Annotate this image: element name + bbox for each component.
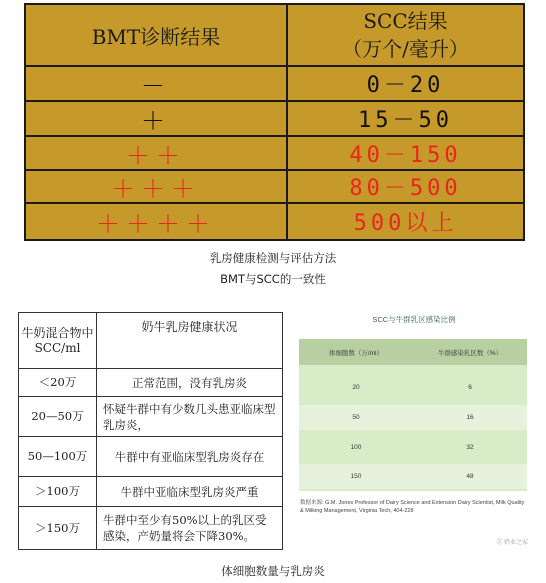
infection-percent: 6 <box>468 384 472 391</box>
header-scc: 牛奶混合物中 SCC/ml <box>19 313 97 368</box>
scc-range: 50—100万 <box>19 437 97 476</box>
bmt-row <box>26 102 523 137</box>
bmt-header-row <box>26 5 523 67</box>
table-row <box>19 397 282 437</box>
bmt-scc-value: 500以上 <box>353 211 458 236</box>
infection-percent: 16 <box>466 414 474 421</box>
bmt-header-scc-title: SCC结果 <box>363 9 448 33</box>
bmt-scc-value: 15－50 <box>358 108 453 133</box>
bmt-row <box>26 171 523 204</box>
caption-bmt-scc-consistency: BMT与SCC的一致性 <box>220 272 326 286</box>
infection-percent: 32 <box>466 444 474 451</box>
infection-percent: 48 <box>466 473 474 480</box>
scc-infection-image <box>296 309 532 554</box>
scc-value: 20 <box>352 384 360 391</box>
scc-range: 20—50万 <box>19 397 97 436</box>
infection-table <box>299 339 527 491</box>
scc-range: ＞150万 <box>19 507 97 549</box>
scc-range: ＜20万 <box>19 369 97 396</box>
bmt-result: － <box>26 67 288 100</box>
health-status: 正常范围，没有乳房炎 <box>132 375 247 390</box>
header-scc: 体细胞数（万/ml） <box>328 349 384 357</box>
table-row <box>299 405 527 430</box>
health-status: 牛群中至少有50%以上的乳区受感染，产奶量将会下降30%。 <box>103 513 267 543</box>
bmt-scc-value: 0－20 <box>366 73 445 98</box>
health-status: 牛群中亚临床型乳房炎严重 <box>120 484 259 499</box>
table-row <box>19 507 282 549</box>
bmt-header-scc-unit: （万个/毫升） <box>342 37 469 61</box>
scc-health-table <box>18 312 283 550</box>
bmt-row <box>26 204 523 239</box>
scc-value: 150 <box>350 473 362 480</box>
bmt-result: ＋＋ <box>26 137 288 169</box>
bmt-scc-value: 40－150 <box>349 142 462 168</box>
bmt-row <box>26 67 523 102</box>
header-health-status: 奶牛乳房健康状况 <box>141 320 238 334</box>
table-row <box>19 369 282 397</box>
bmt-result: ＋＋＋ <box>26 171 288 202</box>
caption-detection-method: 乳房健康检测与评估方法 <box>209 251 337 265</box>
watermark: ㊣ 奶业之家 <box>496 540 528 546</box>
table-row <box>299 375 527 400</box>
scc-value: 50 <box>352 414 360 421</box>
caption-scc-mastitis: 体细胞数量与乳房炎 <box>221 564 325 578</box>
table-header-row <box>19 313 282 369</box>
bmt-scc-value: 80－500 <box>349 176 462 201</box>
scc-range: ＞100万 <box>19 477 97 506</box>
data-source-note: 数据来源: G.M. Jones Professor of Dairy Science and Extension Dairy Scientist, Milk Quality & Milking Management, Virginia Tech, 404-228 <box>300 500 525 514</box>
infection-table-title: SCC与牛群乳区感染比例 <box>372 315 456 324</box>
bmt-scc-table <box>24 3 525 241</box>
bmt-header-result: BMT诊断结果 <box>26 5 288 65</box>
bmt-row <box>26 137 523 171</box>
health-status: 牛群中有亚临床型乳房炎存在 <box>114 449 265 464</box>
header-infected-quarters: 牛群感染乳区数（%） <box>437 349 503 357</box>
table-row <box>299 464 527 489</box>
infection-header-row <box>299 339 527 365</box>
bmt-result: ＋ <box>26 102 288 135</box>
table-row <box>299 435 527 460</box>
bmt-result: ＋＋＋＋ <box>26 204 288 239</box>
table-row <box>19 437 282 477</box>
scc-value: 100 <box>350 444 362 451</box>
bmt-header-scc <box>288 5 523 65</box>
table-row <box>19 477 282 507</box>
health-status: 怀疑牛群中有少数几头患亚临床型乳房炎， <box>103 401 276 432</box>
